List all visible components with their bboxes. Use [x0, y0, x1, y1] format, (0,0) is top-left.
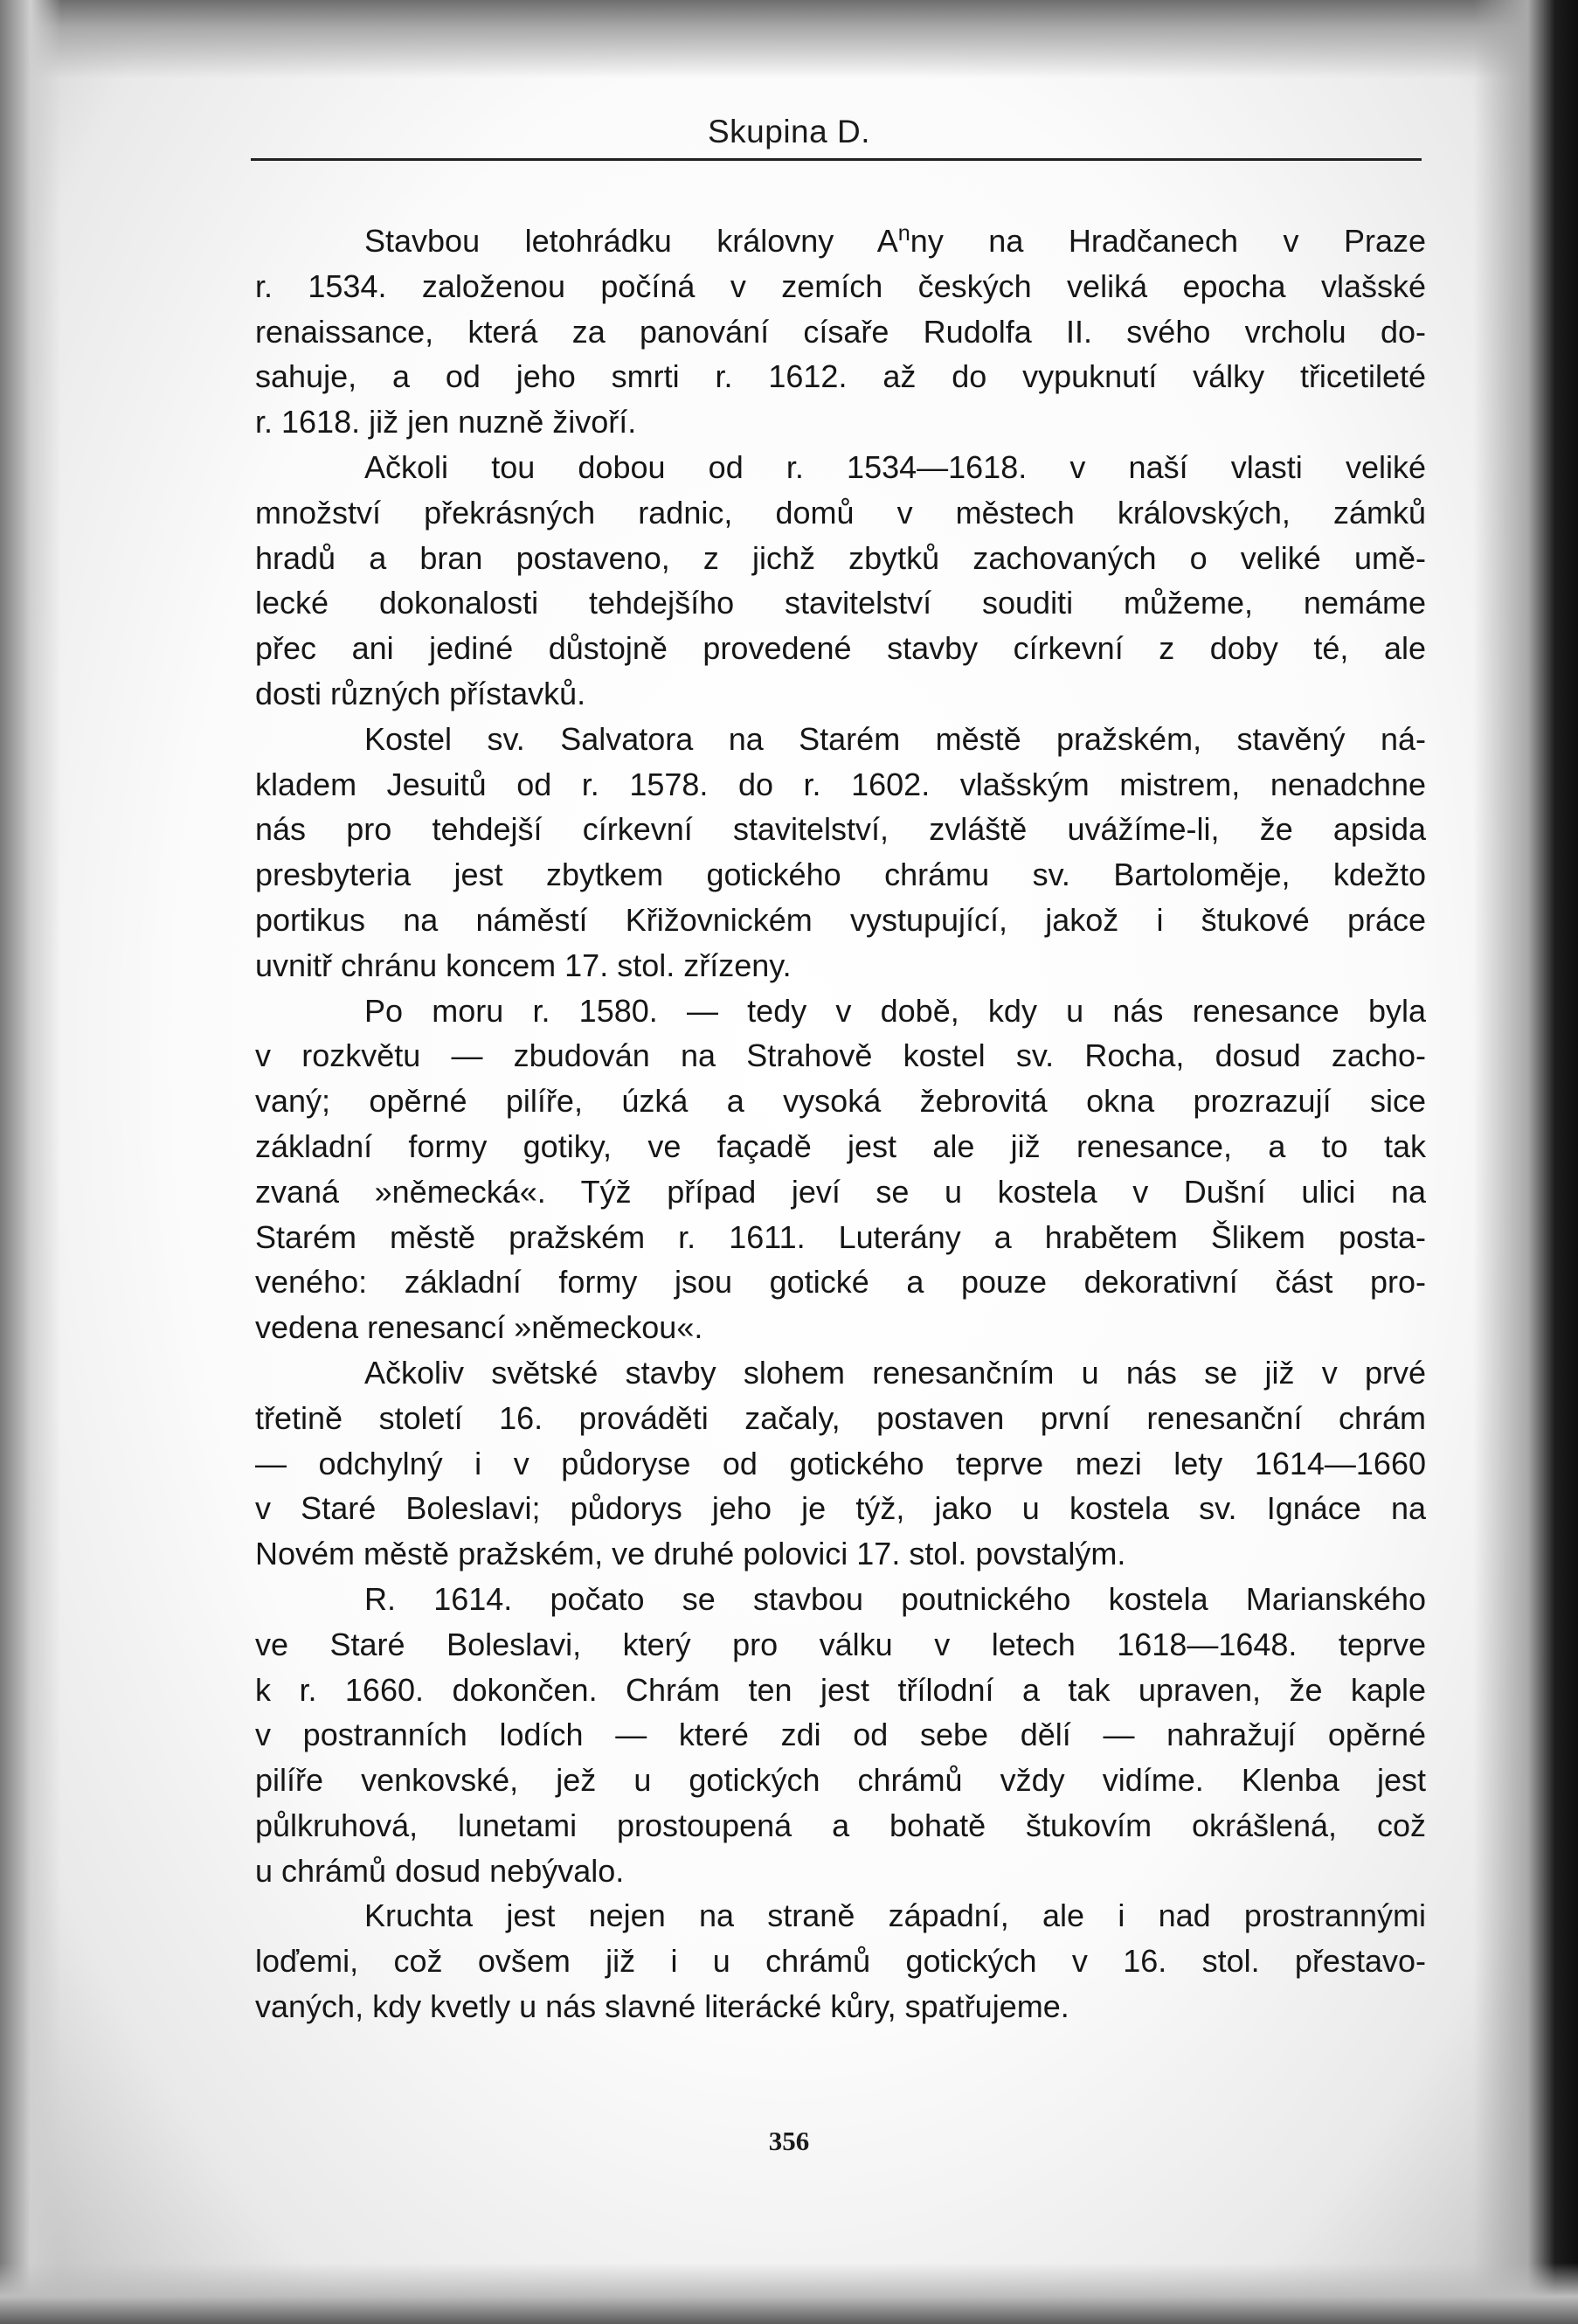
text-line: loďemi, což ovšem již i u chrámů gotických v 16. stol. přestavo-: [255, 1943, 1426, 1980]
text-line: Kostel sv. Salvatora na Starém městě pražském, stavěný ná-: [364, 720, 1426, 757]
text-line: u chrámů dosud nebývalo.: [255, 1852, 625, 1889]
text-line: ve Staré Boleslavi, který pro válku v letech 1618—1648. teprve: [255, 1626, 1426, 1662]
scan-shadow-top: [0, 0, 1578, 79]
text-line: v rozkvětu — zbudován na Strahově kostel sv. Rocha, dosud zacho-: [255, 1037, 1426, 1074]
text-line: portikus na náměstí Křižovnickém vystupující, jakož i štukové práce: [255, 901, 1426, 938]
text-line: k r. 1660. dokončen. Chrám ten jest třílodní a tak upraven, že kaple: [255, 1671, 1426, 1708]
text-line: Stavbou letohrádku královny $A^nny$ na Hradčanech v Praze: [364, 221, 1426, 259]
page-number: 356: [768, 2126, 810, 2156]
text-line: Ačkoliv světské stavby slohem renesančním u nás se již v prvé: [364, 1354, 1426, 1391]
text-line: vaný; opěrné pilíře, úzká a vysoká žebrovitá okna prozrazují sice: [255, 1083, 1426, 1120]
paragraph: [255, 1577, 1426, 1894]
scan-shadow-left: [0, 0, 61, 2324]
running-header: Skupina D.: [708, 114, 870, 149]
text-line: lecké dokonalosti tehdejšího stavitelství souditi můžeme, nemáme: [255, 585, 1426, 621]
scan-shadow-right: [1473, 0, 1578, 2324]
header-rule: [251, 158, 1422, 161]
text-line: půlkruhová, lunetami prostoupená a bohatě štukovím okrášlená, což: [255, 1807, 1426, 1843]
text-line: zvaná »německá«. Týž případ jeví se u kostela v Dušní ulici na: [255, 1173, 1426, 1210]
text-line: Ačkoli tou dobou od r. 1534—1618. v naší vlasti veliké: [364, 448, 1426, 485]
text-line: dosti různých přístavků.: [255, 675, 586, 711]
paragraph: [255, 219, 1426, 445]
text-line: uvnitř chránu koncem 17. stol. zřízeny.: [255, 947, 792, 983]
text-line: vaných, kdy kvetly u nás slavné literácké kůry, spatřujeme.: [255, 1988, 1069, 2025]
text-line: vedena renesancí »německou«.: [255, 1309, 703, 1346]
text-line: r. 1534. založenou počíná v zemích českých veliká epocha vlašské: [255, 267, 1426, 304]
body-text: [255, 219, 1426, 2029]
paragraph: [255, 989, 1426, 1350]
text-line: přec ani jediné důstojně provedené stavby církevní z doby té, ale: [255, 630, 1426, 667]
text-line: veného: základní formy jsou gotické a pouze dekorativní část pro-: [255, 1264, 1426, 1301]
text-line: v postranních lodích — které zdi od sebe dělí — nahražují opěrné: [255, 1717, 1426, 1753]
text-line: presbyteria jest zbytkem gotického chrámu sv. Bartoloměje, kdežto: [255, 857, 1426, 893]
text-line: základní formy gotiky, ve façadě jest ale již renesance, a to tak: [255, 1127, 1426, 1164]
text-line: r. 1618. již jen nuzně živoří.: [255, 404, 637, 441]
text-line: Po moru r. 1580. — tedy v době, kdy u nás renesance byla: [364, 992, 1426, 1029]
paragraph: [255, 717, 1426, 989]
paragraph: [255, 1893, 1426, 2029]
text-line: sahuje, a od jeho smrti r. 1612. až do vypuknutí války třicetileté: [255, 358, 1426, 395]
text-line: — odchylný i v půdoryse od gotického teprve mezi lety 1614—1660: [255, 1445, 1426, 1481]
text-line: nás pro tehdejší církevní stavitelství, zvláště uvážíme-li, že apsida: [255, 811, 1426, 848]
text-line: R. 1614. počato se stavbou poutnického kostela Marianského: [364, 1580, 1426, 1617]
text-line: pilíře venkovské, jež u gotických chrámů vždy vidíme. Klenba jest: [255, 1762, 1426, 1799]
paragraph: [255, 1350, 1426, 1577]
text-line: Kruchta jest nejen na straně západní, ale i nad prostrannými: [364, 1897, 1426, 1934]
scan-shadow-bottom: [0, 2263, 1578, 2324]
text-line: hradů a bran postaveno, z jichž zbytků zachovaných o veliké umě-: [255, 539, 1426, 576]
text-line: Starém městě pražském r. 1611. Luterány a hrabětem Šlikem posta-: [255, 1218, 1426, 1255]
text-line: renaissance, která za panování císaře Rudolfa II. svého vrcholu do-: [255, 313, 1426, 350]
paragraph: [255, 445, 1426, 717]
text-line: kladem Jesuitů od r. 1578. do r. 1602. vlašským mistrem, nenadchne: [255, 766, 1426, 802]
text-line: Novém městě pražském, ve druhé polovici 17. stol. povstalým.: [255, 1536, 1126, 1572]
text-line: v Staré Boleslavi; půdorys jeho je týž, jako u kostela sv. Ignáce na: [255, 1490, 1426, 1527]
text-line: množství překrásných radnic, domů v městech královských, zámků: [255, 494, 1426, 531]
text-line: třetině století 16. prováděti začaly, postaven první renesanční chrám: [255, 1399, 1426, 1436]
